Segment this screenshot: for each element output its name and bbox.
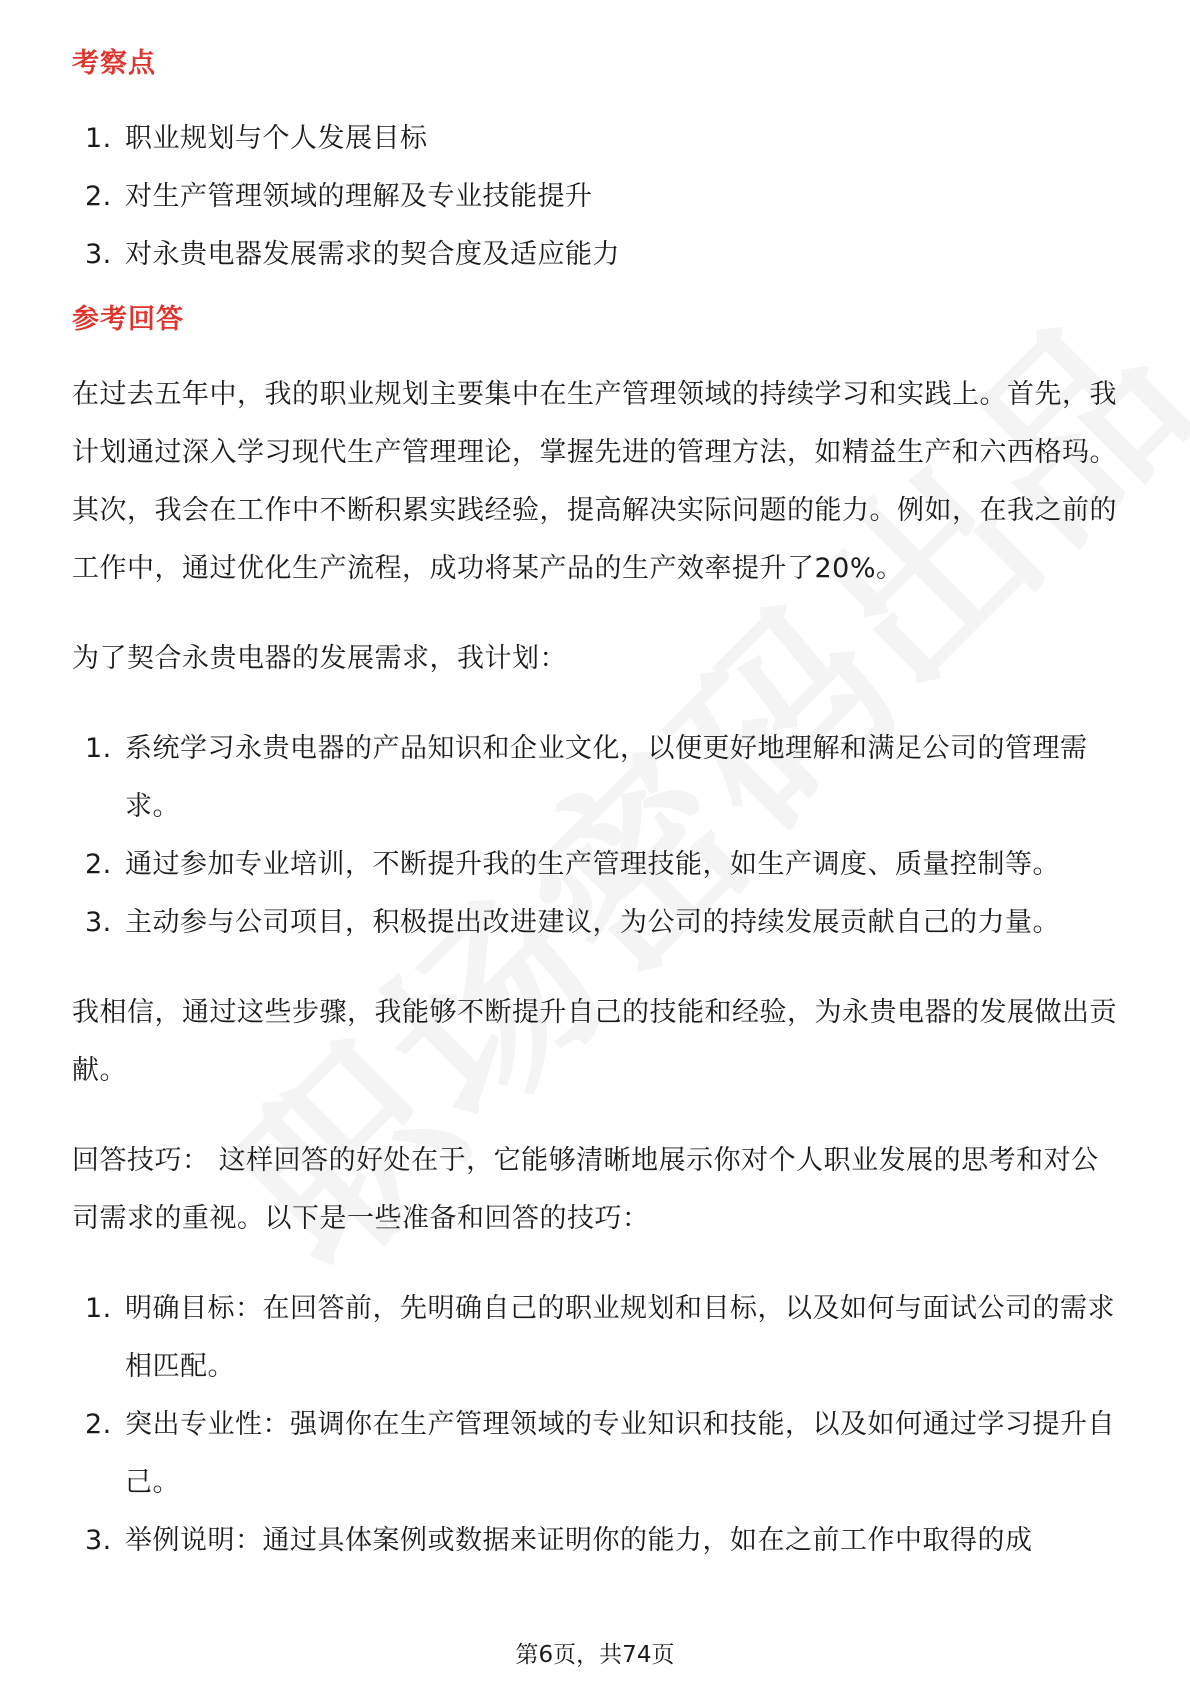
- list-item-text: 举例说明：通过具体案例或数据来证明你的能力，如在之前工作中取得的成: [125, 1525, 1033, 1556]
- list-number: 2.: [85, 181, 112, 212]
- list-item: [72, 110, 1122, 168]
- list-item-text: 突出专业性：强调你在生产管理领域的专业知识和技能，以及如何通过学习提升自己。: [125, 1409, 1115, 1498]
- list-item: [72, 1396, 1122, 1512]
- list-number: 3.: [85, 907, 112, 938]
- list-item-text: 系统学习永贵电器的产品知识和企业文化，以便更好地理解和满足公司的管理需求。: [125, 733, 1088, 822]
- list-item: [72, 720, 1122, 836]
- list-item: [72, 836, 1122, 894]
- list-item-text: 职业规划与个人发展目标: [125, 123, 428, 154]
- list-item: [72, 1280, 1122, 1396]
- list-item: [72, 894, 1122, 952]
- answer-paragraph-1: 在过去五年中，我的职业规划主要集中在生产管理领域的持续学习和实践上。首先，我计划通过深入学习现代生产管理理论，掌握先进的管理方法，如精益生产和六西格玛。其次，我会在工作中不断积累实践经验，提高解决实际问题的能力。例如，在我之前的工作中，通过优化生产流程，成功将某产品的生产效率提升了20%。: [72, 379, 1117, 584]
- list-number: 2.: [85, 1409, 112, 1440]
- answer-paragraph-2: 为了契合永贵电器的发展需求，我计划：: [72, 643, 567, 674]
- list-number: 1.: [85, 123, 112, 154]
- list-item: [72, 1512, 1122, 1570]
- list-item: [72, 226, 1122, 284]
- list-number: 3.: [85, 239, 112, 270]
- plan-list: [72, 720, 1122, 952]
- answer-tips-intro: 回答技巧： 这样回答的好处在于，它能够清晰地展示你对个人职业发展的思考和对公司需求的重视。以下是一些准备和回答的技巧：: [72, 1145, 1099, 1234]
- list-number: 1.: [85, 733, 112, 764]
- list-item: [72, 168, 1122, 226]
- list-item-text: 对生产管理领域的理解及专业技能提升: [125, 181, 593, 212]
- list-number: 1.: [85, 1293, 112, 1324]
- list-item-text: 通过参加专业培训，不断提升我的生产管理技能，如生产调度、质量控制等。: [125, 849, 1060, 880]
- content: [72, 44, 1122, 1570]
- page-footer: 第6页，共74页: [515, 1642, 675, 1668]
- list-number: 2.: [85, 849, 112, 880]
- tips-list: [72, 1280, 1122, 1570]
- examination-points-list: [72, 110, 1122, 284]
- list-number: 3.: [85, 1525, 112, 1556]
- section-title-examination-points: 考察点: [72, 48, 156, 79]
- list-item-text: 主动参与公司项目，积极提出改进建议，为公司的持续发展贡献自己的力量。: [125, 907, 1060, 938]
- list-item-text: 明确目标：在回答前，先明确自己的职业规划和目标，以及如何与面试公司的需求相匹配。: [125, 1293, 1115, 1382]
- answer-paragraph-3: 我相信，通过这些步骤，我能够不断提升自己的技能和经验，为永贵电器的发展做出贡献。: [72, 997, 1117, 1086]
- section-title-reference-answer: 参考回答: [72, 304, 184, 335]
- list-item-text: 对永贵电器发展需求的契合度及适应能力: [125, 239, 620, 270]
